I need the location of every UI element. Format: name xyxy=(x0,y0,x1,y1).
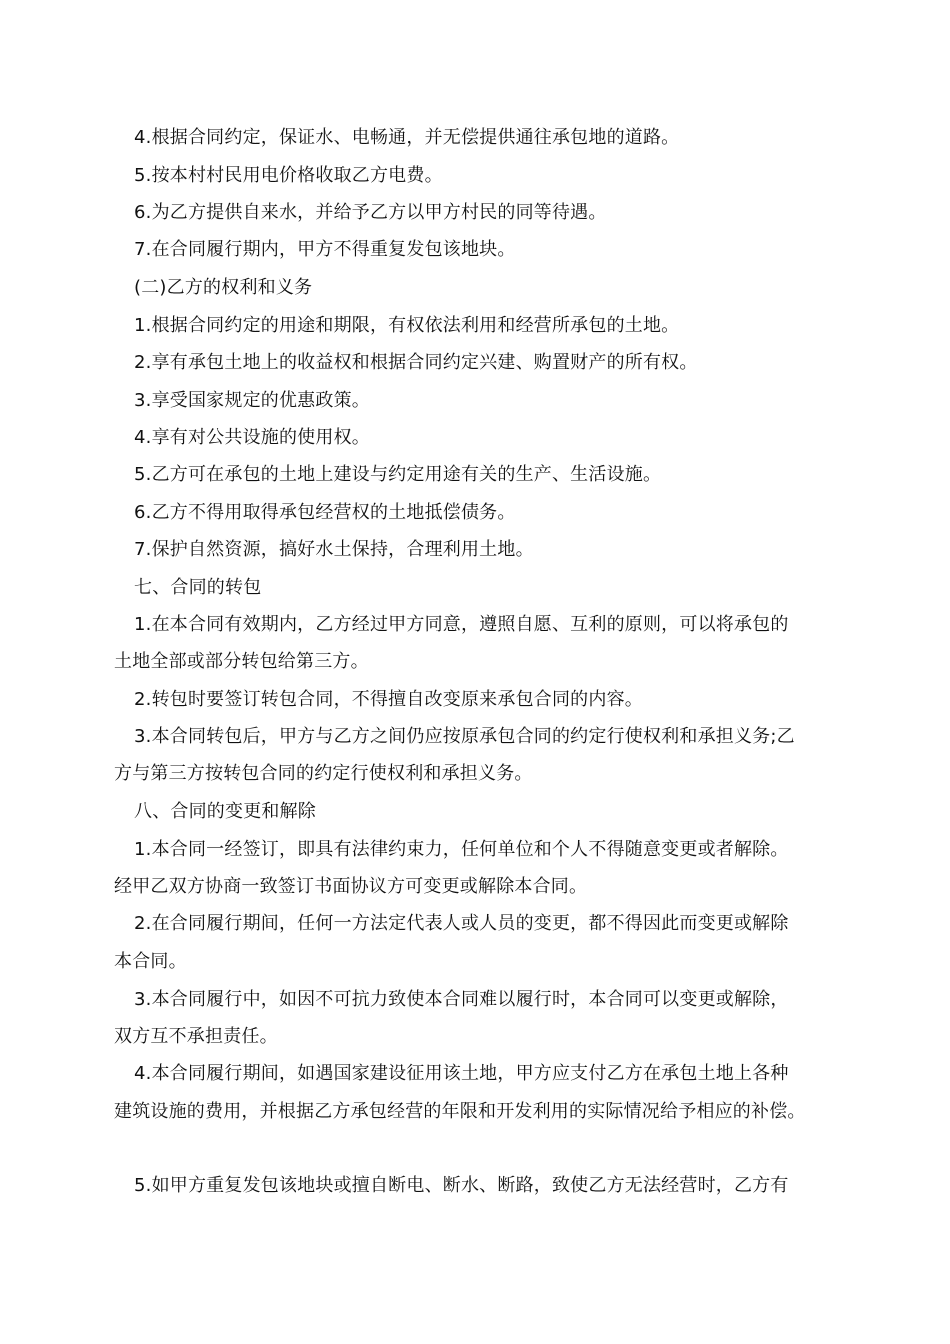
clause-line-7: 3.享受国家规定的优惠政策。 xyxy=(134,390,370,411)
clause-line-3: 6.为乙方提供自来水，并给予乙方以甲方村民的同等待遇。 xyxy=(134,202,607,223)
clause-line-11: 7.保护自然资源，搞好水土保持，合理利用土地。 xyxy=(134,539,534,560)
clause-line-5: 1.根据合同约定的用途和期限，有权依法利用和经营所承包的土地。 xyxy=(134,315,680,336)
clause-line-1: 4.根据合同约定，保证水、电畅通，并无偿提供通往承包地的道路。 xyxy=(134,127,680,148)
clause-line-14: 3.本合同转包后，甲方与乙方之间仍应按原承包合同的约定行使权利和承担义务;乙 xyxy=(134,726,795,747)
section-heading-change-termination: 八、合同的变更和解除 xyxy=(134,801,316,822)
clause-line-2: 5.按本村村民用电价格收取乙方电费。 xyxy=(134,165,443,186)
clause-line-12-cont: 土地全部或部分转包给第三方。 xyxy=(114,651,369,672)
clause-line-17: 3.本合同履行中，如因不可抗力致使本合同难以履行时，本合同可以变更或解除， xyxy=(134,989,789,1010)
clause-line-16: 2.在合同履行期间，任何一方法定代表人或人员的变更，都不得因此而变更或解除 xyxy=(134,913,789,934)
clause-line-4: 7.在合同履行期内，甲方不得重复发包该地块。 xyxy=(134,239,516,260)
clause-line-19: 5.如甲方重复发包该地块或擅自断电、断水、断路，致使乙方无法经营时，乙方有 xyxy=(134,1175,789,1196)
clause-line-12: 1.在本合同有效期内，乙方经过甲方同意，遵照自愿、互利的原则，可以将承包的 xyxy=(134,614,789,635)
clause-line-9: 5.乙方可在承包的土地上建设与约定用途有关的生产、生活设施。 xyxy=(134,464,662,485)
clause-line-8: 4.享有对公共设施的使用权。 xyxy=(134,427,370,448)
clause-line-15: 1.本合同一经签订，即具有法律约束力，任何单位和个人不得随意变更或者解除。 xyxy=(134,839,789,860)
clause-line-18-cont: 建筑设施的费用，并根据乙方承包经营的年限和开发利用的实际情况给予相应的补偿。 xyxy=(114,1101,806,1122)
clause-line-10: 6.乙方不得用取得承包经营权的土地抵偿债务。 xyxy=(134,502,516,523)
clause-line-6: 2.享有承包土地上的收益权和根据合同约定兴建、购置财产的所有权。 xyxy=(134,352,698,373)
section-heading-subcontract: 七、合同的转包 xyxy=(134,577,262,598)
clause-line-18: 4.本合同履行期间，如遇国家建设征用该土地，甲方应支付乙方在承包土地上各种 xyxy=(134,1063,789,1084)
clause-line-16-cont: 本合同。 xyxy=(114,951,187,972)
clause-line-15-cont: 经甲乙双方协商一致签订书面协议方可变更或解除本合同。 xyxy=(114,876,588,897)
clause-line-13: 2.转包时要签订转包合同，不得擅自改变原来承包合同的内容。 xyxy=(134,689,643,710)
clause-line-17-cont: 双方互不承担责任。 xyxy=(114,1026,278,1047)
clause-line-14-cont: 方与第三方按转包合同的约定行使权利和承担义务。 xyxy=(114,763,533,784)
section-heading-rights-obligations-b: (二)乙方的权利和义务 xyxy=(134,277,313,298)
